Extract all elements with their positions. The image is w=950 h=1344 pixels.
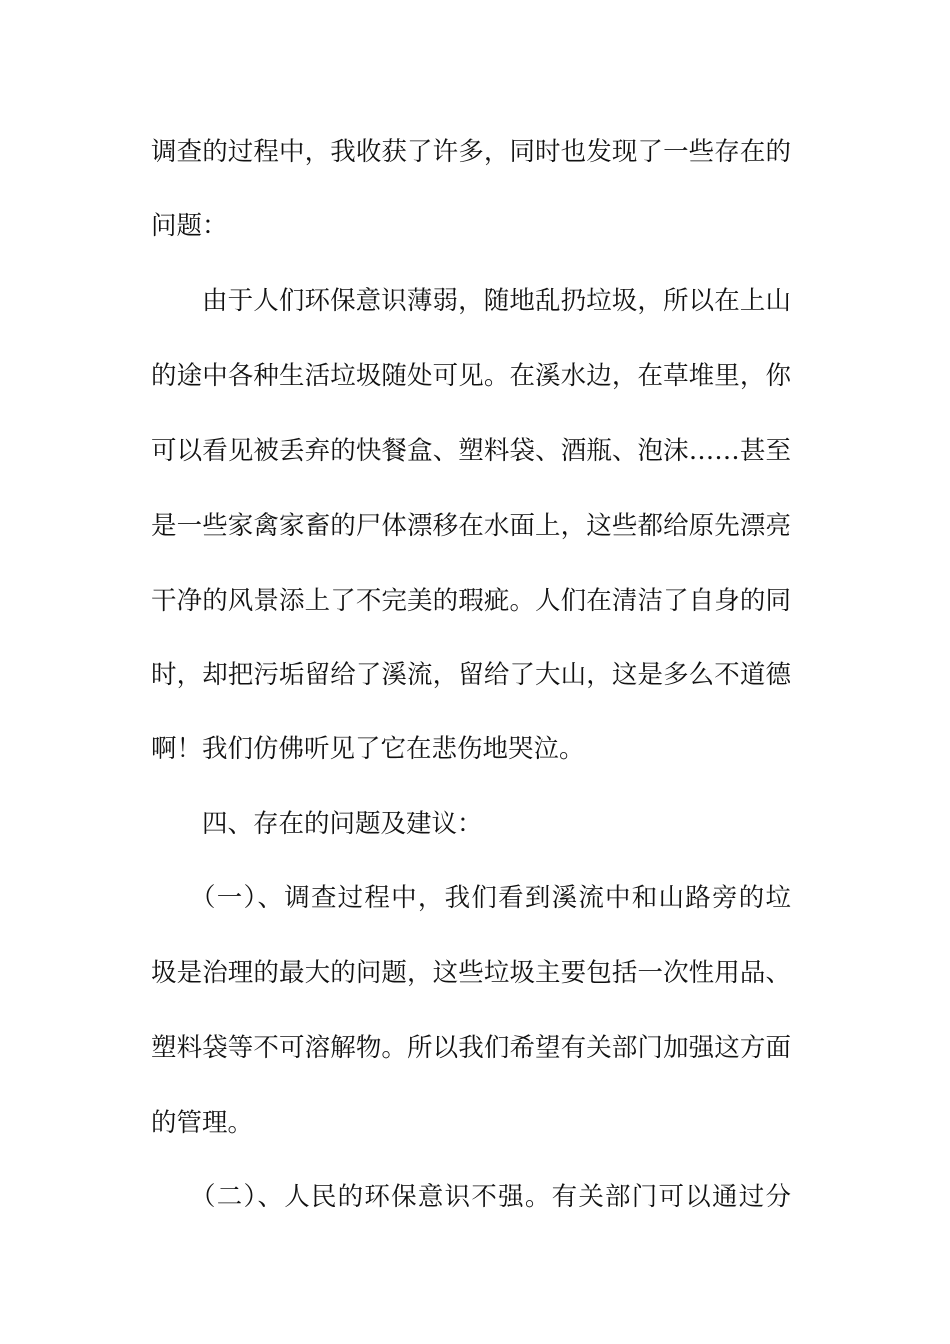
- text-line: 是一些家禽家畜的尸体漂移在水面上，这些都给原先漂亮: [151, 511, 791, 541]
- text-line: 干净的风景添上了不完美的瑕疵。人们在清洁了自身的同: [151, 586, 791, 616]
- text-line: （一）、调查过程中，我们看到溪流中和山路旁的垃: [190, 883, 791, 913]
- text-line: 的途中各种生活垃圾随处可见。在溪水边，在草堆里，你: [151, 361, 791, 391]
- section-heading: 四、存在的问题及建议：: [202, 809, 483, 839]
- text-line: （二）、人民的环保意识不强。有关部门可以通过分: [190, 1182, 791, 1212]
- text-line: 塑料袋等不可溶解物。所以我们希望有关部门加强这方面: [151, 1033, 791, 1063]
- text-line: 圾是治理的最大的问题，这些垃圾主要包括一次性用品、: [151, 958, 791, 988]
- text-line: 的管理。: [151, 1108, 254, 1138]
- text-line: 啊！我们仿佛听见了它在悲伤地哭泣。: [151, 734, 585, 764]
- text-line: 时，却把污垢留给了溪流，留给了大山，这是多么不道德: [151, 660, 791, 690]
- text-line: 由于人们环保意识薄弱，随地乱扔垃圾，所以在上山: [202, 286, 791, 316]
- text-line: 可以看见被丢弃的快餐盒、塑料袋、酒瓶、泡沫……甚至: [151, 436, 791, 466]
- text-line: 调查的过程中，我收获了许多，同时也发现了一些存在的: [151, 137, 791, 167]
- text-line: 问题：: [151, 211, 228, 241]
